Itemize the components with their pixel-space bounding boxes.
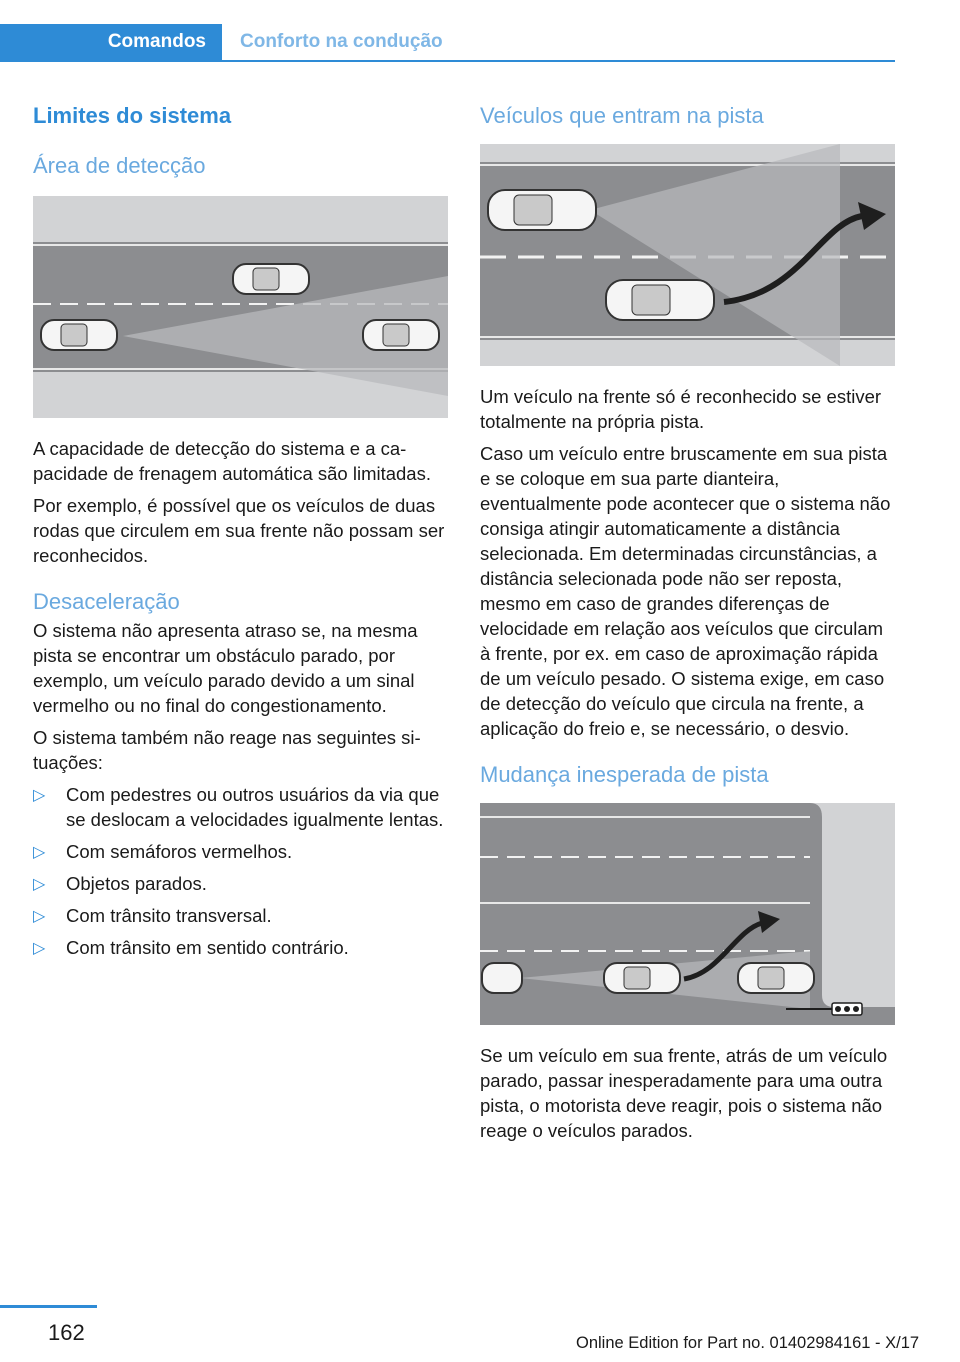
recognition-text: Um veículo na frente só é reconhecido se estiver totalmente na própria pista.	[480, 386, 882, 432]
car-icon	[363, 320, 439, 350]
car-icon	[482, 963, 522, 993]
page-number: 162	[48, 1320, 85, 1345]
limits-heading: Limites do sistema	[33, 103, 232, 128]
vehicles-entering-heading: Veículos que entram na pista	[480, 103, 764, 128]
triangle-bullet-icon: ▷	[33, 940, 46, 957]
two-wheelers-text: Por exemplo, é possível que os veículos de duas rodas que circulem em sua frente não possam ser reconhecidos.	[33, 495, 445, 566]
situations-list	[33, 782, 448, 960]
car-icon	[41, 320, 117, 350]
lane-change-text: Se um veículo em sua frente, atrás de um veículo parado, passar inesperadamente para uma outra pista, o motorista deve reagir, pois o sistema não reage o veículos parados.	[480, 1045, 888, 1141]
detection-area-illustration	[33, 196, 448, 418]
list-item: ▷ Com pedestres ou outros usuários da via que se deslocam a velocidades igualmente lentas.	[33, 784, 444, 830]
vehicle-entering-illustration	[480, 144, 895, 366]
triangle-bullet-icon: ▷	[33, 908, 46, 925]
list-item: ▷ Com trânsito em sentido contrário.	[33, 935, 448, 960]
page-header	[0, 24, 895, 62]
right-column	[480, 100, 895, 1143]
car-icon	[738, 963, 814, 993]
deceleration-heading: Desaceleração	[33, 589, 180, 614]
lane-change-illustration	[480, 803, 895, 1025]
list-item: ▷ Com semáforos vermelhos.	[33, 839, 448, 864]
detection-area-heading: Área de detecção	[33, 153, 206, 178]
car-icon	[233, 264, 309, 294]
car-icon	[488, 190, 596, 230]
section-tab: Comandos	[0, 24, 222, 60]
list-item: ▷ Com trânsito transversal.	[33, 903, 448, 928]
situations-intro: O sistema também não reage nas seguintes situações:	[33, 727, 421, 773]
header-rule	[0, 60, 895, 62]
list-item: ▷ Objetos parados.	[33, 871, 448, 896]
car-icon	[604, 963, 680, 993]
triangle-bullet-icon: ▷	[33, 876, 46, 893]
edition-note: Online Edition for Part no. 01402984161 - X/17	[576, 1334, 920, 1352]
car-icon	[606, 280, 714, 320]
cut-in-text: Caso um veículo entre bruscamente em sua pista e se coloque em sua parte dianteira, eventualmente pode acontecer que o sistema não consiga atingir automaticamente a distância selecionada. Em determinadas circunstâncias, a distância selecionada pode não ser reposta, mesmo em caso de grandes diferenças de velocidade em relação aos veículos que circulam à frente, por ex. em caso de aproximação rápida de um veículo pesado. O sistema exige, em caso de detecção do veículo que circula na frente, a aplicação do freio e, se necessário, o desvio.	[480, 443, 891, 739]
subsection-tab: Conforto na condução	[240, 31, 443, 52]
detection-capacity-text: A capacidade de detecção do sistema e a capacidade de frenagem automática são limitadas.	[33, 438, 431, 484]
footer-rule	[0, 1305, 97, 1308]
deceleration-text: O sistema não apresenta atraso se, na mesma pista se encontrar um obstáculo parado, por exemplo, um veículo parado devido a um sinal vermelho ou no final do congestionamento.	[33, 620, 418, 716]
left-column	[33, 100, 448, 967]
triangle-bullet-icon: ▷	[33, 787, 46, 804]
triangle-bullet-icon: ▷	[33, 844, 46, 861]
lane-change-heading: Mudança inesperada de pista	[480, 762, 769, 787]
